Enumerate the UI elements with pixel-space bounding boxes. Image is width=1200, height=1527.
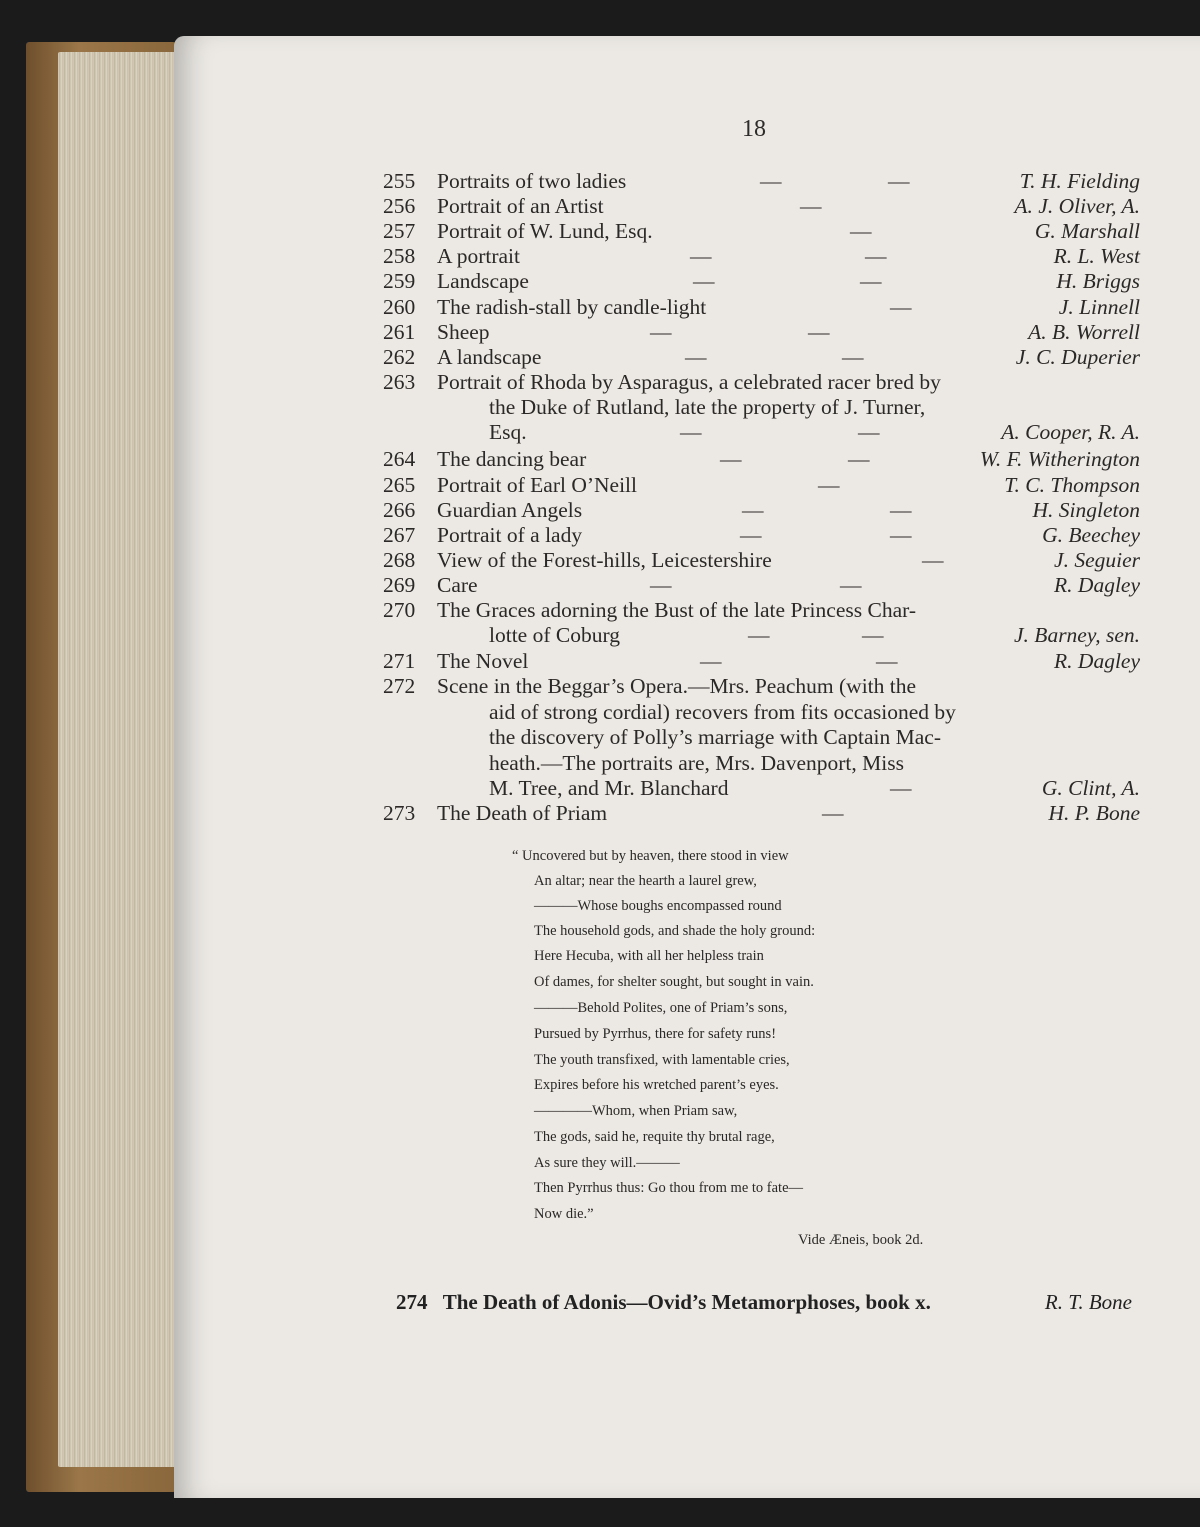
entry-artist: A. B. Worrell [1028, 320, 1140, 344]
entry-number: 273 [383, 801, 416, 825]
catalogue-entry-259 [383, 268, 1140, 294]
leader-dash: — [690, 244, 712, 268]
catalogue-entry-263-line-2 [383, 394, 1140, 420]
entry-title: The radish-stall by candle-light [437, 295, 707, 319]
leader-dash: — [865, 244, 887, 268]
catalogue-entry-267 [383, 522, 1140, 548]
verse-line: Pursued by Pyrrhus, there for safety runs! [534, 1026, 777, 1042]
entry-number: 260 [383, 295, 416, 319]
entry-artist: G. Beechey [1042, 523, 1140, 547]
entry-title: A portrait [437, 244, 520, 268]
entry-title: lotte of Coburg [489, 623, 620, 647]
catalogue-entry-270-line-2 [383, 622, 1140, 648]
entry-title: Portrait of Earl O’Neill [437, 473, 638, 497]
entry-title: the discovery of Polly’s marriage with Captain Mac- [489, 725, 941, 749]
entry-number: 261 [383, 320, 416, 344]
entry-artist: H. Singleton [1032, 498, 1140, 522]
entry-title: Scene in the Beggar’s Opera.—Mrs. Peachum (with the [437, 674, 917, 698]
entry-artist: J. Barney, sen. [1014, 623, 1140, 647]
entry-artist: R. L. West [1053, 244, 1140, 268]
entry-number: 270 [383, 598, 416, 622]
leader-dash: — [840, 573, 862, 597]
catalogue-entry-262 [383, 344, 1140, 370]
entry-number: 256 [383, 194, 416, 218]
entry-title: Portrait of a lady [437, 523, 583, 547]
verse-line: The gods, said he, requite thy brutal rage, [534, 1129, 775, 1145]
entry-number: 264 [383, 447, 416, 471]
entry-title: The Novel [437, 649, 529, 673]
verse-line: Of dames, for shelter sought, but sought in vain. [534, 974, 814, 990]
leader-dash: — [748, 623, 770, 647]
catalogue-entry-269 [383, 572, 1140, 598]
catalogue-entry-263-line-3 [383, 419, 1140, 445]
verse-line: The youth transfixed, with lamentable cries, [534, 1052, 790, 1068]
entry-title: M. Tree, and Mr. Blanchard [489, 776, 729, 800]
leader-dash: — [720, 447, 742, 471]
leader-dash: — [890, 523, 912, 547]
entry-title: aid of strong cordial) recovers from fits occasioned by [489, 700, 956, 724]
entry-artist: H. P. Bone [1048, 801, 1140, 825]
entry-title: The Death of Priam [437, 801, 608, 825]
entry-artist: R. Dagley [1054, 573, 1140, 597]
catalogue-entry-273 [383, 800, 1140, 826]
entry-title: A landscape [437, 345, 542, 369]
entry-artist: R. T. Bone [1044, 1290, 1132, 1314]
verse-line: “ Uncovered but by heaven, there stood in view [512, 848, 789, 864]
leader-dash: — [742, 498, 764, 522]
leader-dash: — [890, 498, 912, 522]
catalogue-entry-272-line-2 [383, 699, 1140, 725]
entry-title: The dancing bear [437, 447, 587, 471]
entry-number: 271 [383, 649, 416, 673]
catalogue-entry-256 [383, 193, 1140, 219]
entry-number: 259 [383, 269, 416, 293]
entry-artist: J. Seguier [1054, 548, 1140, 572]
entry-title: Portrait of Rhoda by Asparagus, a celebrated racer bred by [437, 370, 941, 394]
leader-dash: — [842, 345, 864, 369]
catalogue-entry-255 [383, 168, 1140, 194]
quote-source: Vide Æneis, book 2d. [798, 1232, 924, 1248]
leader-dash: — [800, 194, 822, 218]
entry-artist: H. Briggs [1056, 269, 1140, 293]
verse-line: Here Hecuba, with all her helpless train [534, 948, 764, 964]
verse-line: The household gods, and shade the holy ground: [534, 923, 816, 939]
entry-number: 266 [383, 498, 416, 522]
verse-line: As sure they will.——— [534, 1155, 680, 1171]
entry-title: Sheep [437, 320, 490, 344]
leader-dash: — [650, 573, 672, 597]
entry-number: 268 [383, 548, 416, 572]
entry-title: Portraits of two ladies [437, 169, 627, 193]
leader-dash: — [693, 269, 715, 293]
leader-dash: — [822, 801, 844, 825]
entry-artist: J. C. Duperier [1015, 345, 1140, 369]
entry-artist: T. C. Thompson [1004, 473, 1140, 497]
entry-title: View of the Forest-hills, Leicestershire [437, 548, 772, 572]
catalogue-entry-264 [383, 446, 1140, 472]
leader-dash: — [760, 169, 782, 193]
entry-title: Guardian Angels [437, 498, 583, 522]
leader-dash: — [860, 269, 882, 293]
entry-number: 274 [396, 1290, 428, 1314]
entry-number: 272 [383, 674, 416, 698]
entry-title: Care [437, 573, 478, 597]
leader-dash: — [650, 320, 672, 344]
entry-title: Esq. [489, 420, 527, 444]
catalogue-entry-272 [383, 673, 1140, 699]
entry-title: Portrait of W. Lund, Esq. [437, 219, 653, 243]
entry-number: 255 [383, 169, 416, 193]
catalogue-entry-274 [396, 1288, 1132, 1316]
leader-dash: — [858, 420, 880, 444]
catalogue-entry-270 [383, 597, 1140, 623]
leader-dash: — [680, 420, 702, 444]
entry-artist: G. Marshall [1034, 219, 1140, 243]
entry-number: 258 [383, 244, 416, 268]
entry-title: Landscape [437, 269, 529, 293]
entry-title: heath.—The portraits are, Mrs. Davenport, Miss [489, 751, 904, 775]
leader-dash: — [876, 649, 898, 673]
entry-title: Portrait of an Artist [437, 194, 604, 218]
verse-line: Then Pyrrhus thus: Go thou from me to fate— [534, 1180, 804, 1196]
catalogue-entry-257 [383, 218, 1140, 244]
entry-title: The Death of Adonis—Ovid’s Metamorphoses, book x. [442, 1290, 931, 1314]
verse-line: ———Behold Polites, one of Priam’s sons, [534, 1000, 788, 1016]
catalogue-entry-261 [383, 319, 1140, 345]
leader-dash: — [740, 523, 762, 547]
catalogue-entry-272-line-5 [383, 775, 1140, 801]
leader-dash: — [888, 169, 910, 193]
entry-number: 263 [383, 370, 416, 394]
entry-number: 267 [383, 523, 416, 547]
catalogue-entry-272-line-4 [383, 750, 1140, 776]
leader-dash: — [818, 473, 840, 497]
catalogue-entry-263 [383, 369, 1140, 395]
catalogue-entry-265 [383, 472, 1140, 498]
leader-dash: — [685, 345, 707, 369]
entry-artist: J. Linnell [1058, 295, 1140, 319]
leader-dash: — [848, 447, 870, 471]
leader-dash: — [890, 776, 912, 800]
verse-line: Expires before his wretched parent’s eyes. [534, 1077, 779, 1093]
verse-line: An altar; near the hearth a laurel grew, [534, 873, 757, 889]
entry-artist: R. Dagley [1054, 649, 1140, 673]
leader-dash: — [700, 649, 722, 673]
verse-line: Now die.” [534, 1206, 594, 1222]
entry-title: The Graces adorning the Bust of the late Princess Char- [437, 598, 916, 622]
page-number: 18 [742, 116, 766, 142]
catalogue-entry-266 [383, 497, 1140, 523]
entry-number: 269 [383, 573, 416, 597]
leader-dash: — [890, 295, 912, 319]
verse-line: ———Whose boughs encompassed round [534, 898, 782, 914]
entry-artist: W. F. Witherington [979, 447, 1140, 471]
entry-artist: G. Clint, A. [1041, 776, 1140, 800]
entry-artist: A. Cooper, R. A. [1001, 420, 1140, 444]
entry-number: 265 [383, 473, 416, 497]
entry-number: 257 [383, 219, 416, 243]
entry-artist: T. H. Fielding [1019, 169, 1140, 193]
entry-artist: A. J. Oliver, A. [1014, 194, 1140, 218]
catalogue-entry-272-line-3 [383, 724, 1140, 750]
verse-line: ————Whom, when Priam saw, [534, 1103, 738, 1119]
page-block-edges [58, 52, 180, 1467]
leader-dash: — [922, 548, 944, 572]
leader-dash: — [850, 219, 872, 243]
catalogue-entry-268 [383, 547, 1140, 573]
entry-title: the Duke of Rutland, late the property of J. Turner, [489, 395, 926, 419]
catalogue-entry-260 [383, 294, 1140, 320]
catalogue-entry-271 [383, 648, 1140, 674]
leader-dash: — [862, 623, 884, 647]
entry-number: 262 [383, 345, 416, 369]
leader-dash: — [808, 320, 830, 344]
catalogue-entry-258 [383, 243, 1140, 269]
